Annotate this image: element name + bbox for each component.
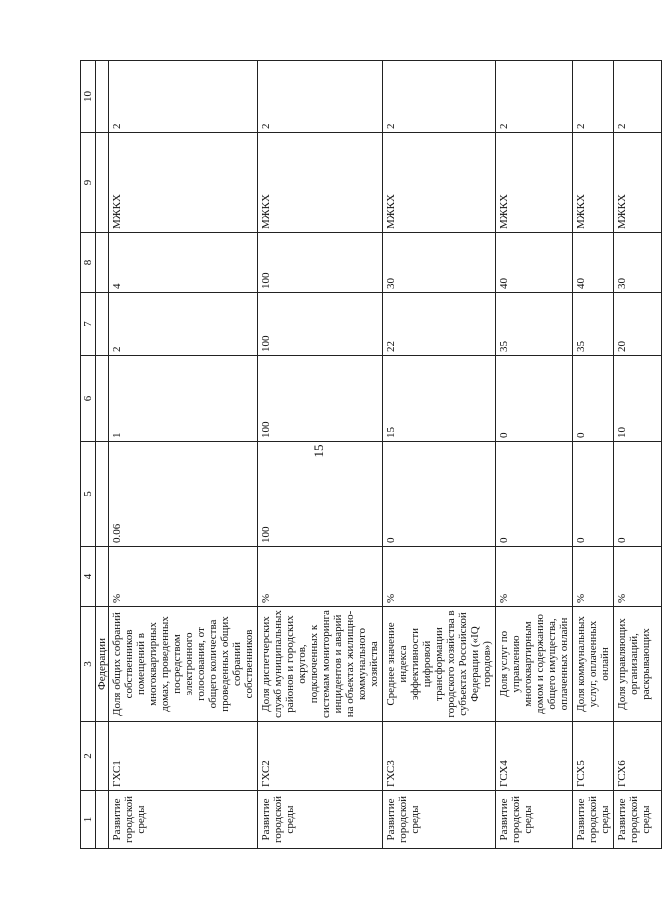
indicator-cell: Доля диспетчерских служб муниципальных районов и городских округов, подключенных к системам мониторинга инцидентов и аварий на объектах жилищно-коммунального хозяйства bbox=[258, 607, 383, 722]
value-cell: 20 bbox=[614, 293, 662, 356]
source-cell: МЖКХ bbox=[573, 133, 614, 233]
value-cell: 10 bbox=[614, 356, 662, 442]
table-row bbox=[573, 61, 614, 849]
value-cell: 2 bbox=[383, 61, 496, 133]
section-row bbox=[96, 61, 109, 849]
code-cell: ГСХ4 bbox=[496, 722, 573, 791]
value-cell: 22 bbox=[383, 293, 496, 356]
code-cell: ГСХ6 bbox=[614, 722, 662, 791]
source-cell: МЖКХ bbox=[383, 133, 496, 233]
value-cell: 1 bbox=[109, 356, 258, 442]
column-number: 4 bbox=[81, 547, 96, 607]
code-cell: ГХС1 bbox=[109, 722, 258, 791]
code-cell: ГСХ5 bbox=[573, 722, 614, 791]
column-number: 9 bbox=[81, 133, 96, 233]
value-cell: 0 bbox=[614, 442, 662, 547]
value-cell: 2 bbox=[614, 61, 662, 133]
value-cell: 35 bbox=[573, 293, 614, 356]
table-row bbox=[496, 61, 573, 849]
code-cell: ГХС2 bbox=[258, 722, 383, 791]
area-cell: Развитие городской среды bbox=[614, 791, 662, 849]
section-label: Федерации bbox=[96, 607, 109, 722]
column-number: 6 bbox=[81, 356, 96, 442]
indicator-cell: Доля общих собраний собственников помещений в многоквартирных домах, проведенных посредством электронного голосования, от общего количества проведенных общих собраний собственников bbox=[109, 607, 258, 722]
area-cell: Развитие городской среды bbox=[496, 791, 573, 849]
column-number: 2 bbox=[81, 722, 96, 791]
page-number: 15 bbox=[311, 444, 326, 458]
value-cell: 0 bbox=[496, 442, 573, 547]
column-number: 5 bbox=[81, 442, 96, 547]
unit-cell: % bbox=[573, 547, 614, 607]
value-cell: 100 bbox=[258, 233, 383, 293]
value-cell: 100 bbox=[258, 356, 383, 442]
code-cell: ГХС3 bbox=[383, 722, 496, 791]
source-cell: МЖКХ bbox=[614, 133, 662, 233]
value-cell: 4 bbox=[109, 233, 258, 293]
column-number: 3 bbox=[81, 607, 96, 722]
indicator-cell: Среднее значение индекса эффективности цифровой трансформации городского хозяйства в субъектах Российской Федерации («IQ городов») bbox=[383, 607, 496, 722]
value-cell: 0 bbox=[573, 442, 614, 547]
value-cell: 2 bbox=[496, 61, 573, 133]
source-cell: МЖКХ bbox=[109, 133, 258, 233]
value-cell: 2 bbox=[109, 293, 258, 356]
area-cell: Развитие городской среды bbox=[383, 791, 496, 849]
value-cell: 35 bbox=[496, 293, 573, 356]
column-number-row bbox=[81, 61, 96, 849]
rotated-table-wrapper bbox=[80, 61, 652, 849]
value-cell: 100 bbox=[258, 293, 383, 356]
value-cell: 0 bbox=[496, 356, 573, 442]
value-cell: 30 bbox=[614, 233, 662, 293]
unit-cell: % bbox=[496, 547, 573, 607]
source-cell: МЖКХ bbox=[258, 133, 383, 233]
area-cell: Развитие городской среды bbox=[573, 791, 614, 849]
indicator-cell: Доля услуг по управлению многоквартирным домом и содержанию общего имущества, оплаченных онлайн bbox=[496, 607, 573, 722]
indicator-cell: Доля коммунальных услуг, оплаченных онлайн bbox=[573, 607, 614, 722]
column-number: 8 bbox=[81, 233, 96, 293]
indicator-cell: Доля управляющих организаций, раскрывающих bbox=[614, 607, 662, 722]
area-cell: Развитие городской среды bbox=[258, 791, 383, 849]
value-cell: 0 bbox=[383, 442, 496, 547]
unit-cell: % bbox=[383, 547, 496, 607]
value-cell: 0 bbox=[573, 356, 614, 442]
table-row bbox=[109, 61, 258, 849]
table-row bbox=[614, 61, 662, 849]
value-cell: 2 bbox=[258, 61, 383, 133]
unit-cell: % bbox=[614, 547, 662, 607]
unit-cell: % bbox=[109, 547, 258, 607]
value-cell: 2 bbox=[573, 61, 614, 133]
value-cell: 0.06 bbox=[109, 442, 258, 547]
table-row bbox=[258, 61, 383, 849]
value-cell: 100 bbox=[258, 442, 383, 547]
value-cell: 2 bbox=[109, 61, 258, 133]
area-cell: Развитие городской среды bbox=[109, 791, 258, 849]
value-cell: 40 bbox=[496, 233, 573, 293]
value-cell: 30 bbox=[383, 233, 496, 293]
column-number: 10 bbox=[81, 61, 96, 133]
value-cell: 15 bbox=[383, 356, 496, 442]
unit-cell: % bbox=[258, 547, 383, 607]
column-number: 1 bbox=[81, 791, 96, 849]
value-cell: 40 bbox=[573, 233, 614, 293]
source-cell: МЖКХ bbox=[496, 133, 573, 233]
table-row bbox=[383, 61, 496, 849]
column-number: 7 bbox=[81, 293, 96, 356]
indicators-table bbox=[80, 60, 662, 849]
